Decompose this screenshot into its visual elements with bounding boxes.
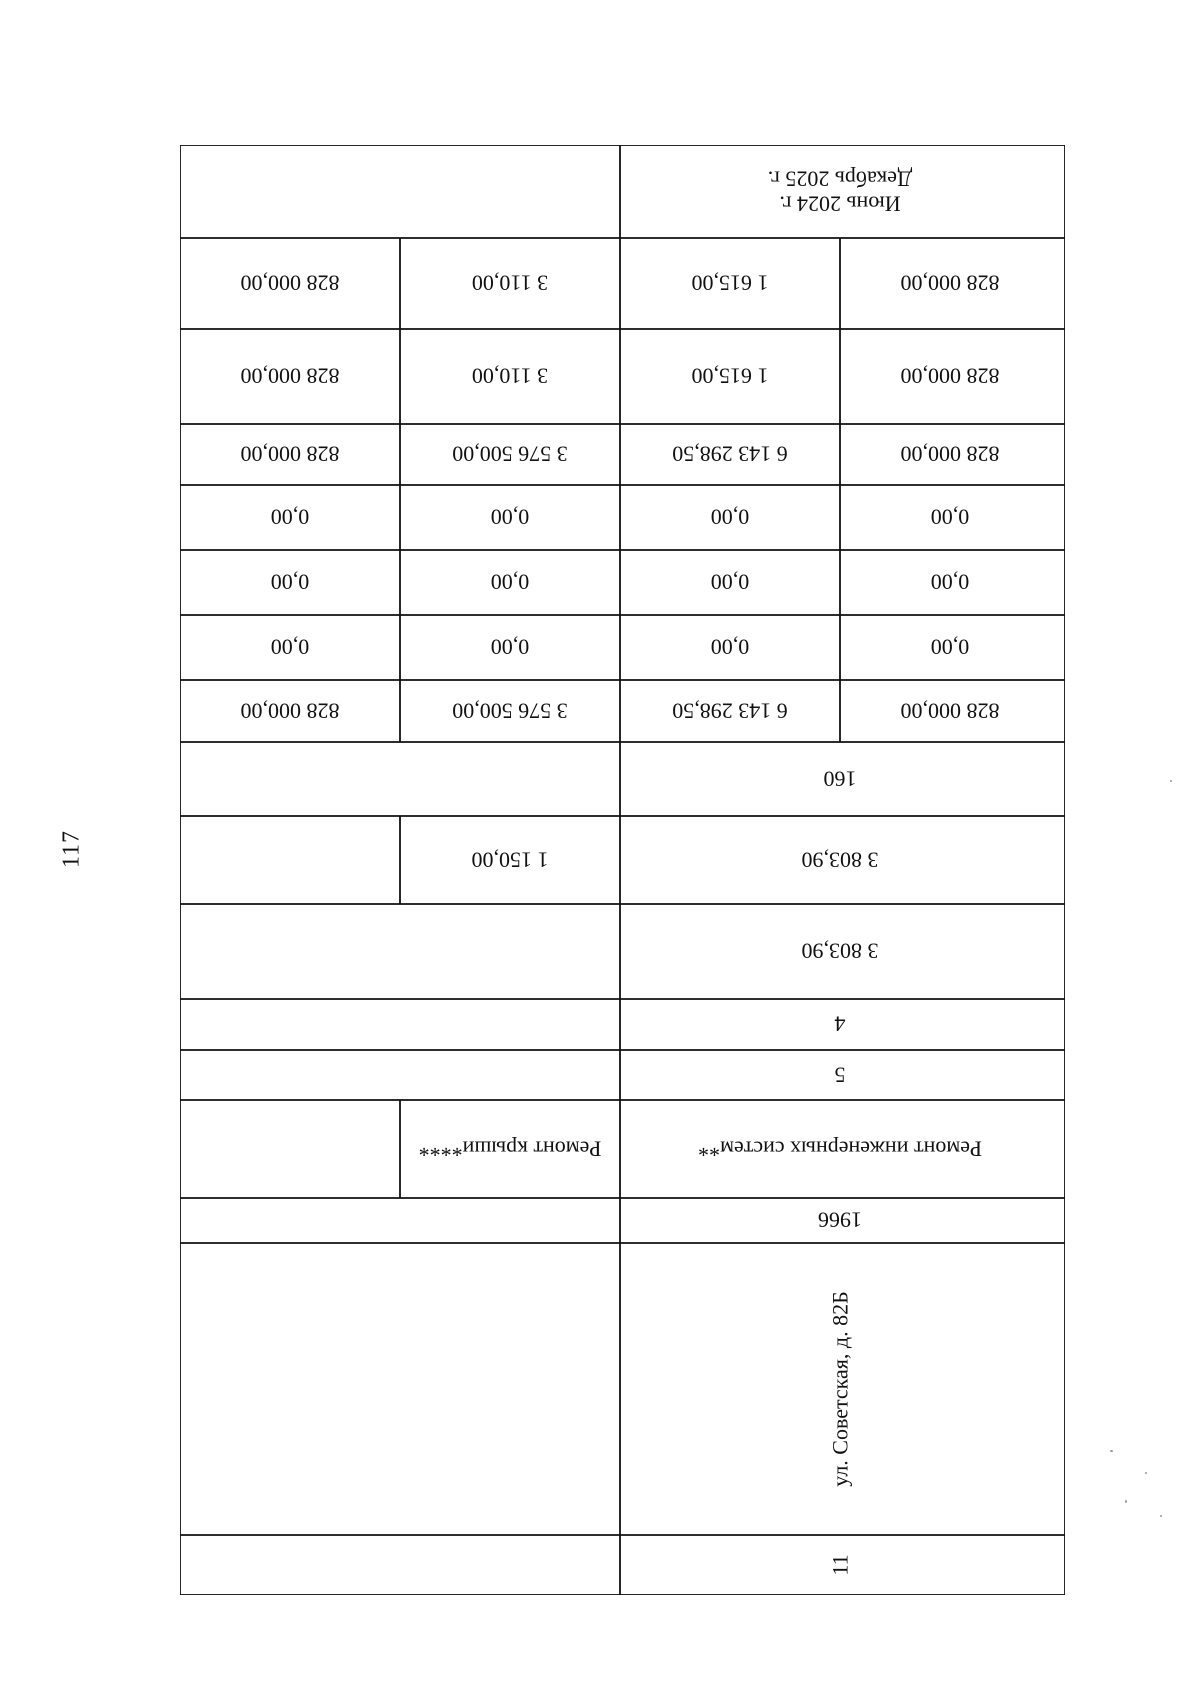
row-12-value: 5 (834, 1062, 846, 1088)
row-3-col-2: 6 143 298,50 (672, 441, 788, 467)
row-1-col-3: 3 110,00 (471, 270, 549, 296)
row-10-value: 3 803,90 (801, 938, 879, 964)
scan-speck (1125, 1500, 1127, 1503)
row-6-col-3: 0,00 (490, 634, 530, 660)
scan-speck (1110, 1450, 1113, 1452)
address: ул. Советская, д. 82Б (827, 1291, 853, 1487)
row-3-col-4: 828 000,00 (240, 441, 340, 467)
row-5-col-1: 0,00 (930, 569, 970, 595)
row-3-col-1: 828 000,00 (900, 441, 1000, 467)
row-4-col-1: 0,00 (930, 504, 970, 530)
row-7-col-3: 3 576 500,00 (452, 698, 568, 724)
row-4-col-2: 0,00 (710, 504, 750, 530)
row-11-value: 4 (834, 1011, 846, 1037)
scan-speck (1170, 780, 1172, 782)
row-2-col-3: 3 110,00 (471, 363, 549, 389)
scan-speck (1145, 1472, 1147, 1474)
row-4-col-4: 0,00 (270, 504, 310, 530)
work-type-engineering: Ремонт инженерных систем** (698, 1136, 982, 1162)
period-start: Июнь 2024 г. (779, 191, 901, 217)
row-5-col-4: 0,00 (270, 569, 310, 595)
row-5-col-2: 0,00 (710, 569, 750, 595)
work-type-roof: Ремонт крыши**** (418, 1136, 602, 1162)
row-2-col-1: 828 000,00 (900, 363, 1000, 389)
row-1-col-1: 828 000,00 (900, 270, 1000, 296)
row-4-col-3: 0,00 (490, 504, 530, 530)
row-8-value: 160 (823, 766, 857, 792)
row-6-col-1: 0,00 (930, 634, 970, 660)
period-header (768, 166, 912, 217)
row-5-col-3: 0,00 (490, 569, 530, 595)
page-number: 117 (58, 829, 85, 869)
year-built: 1966 (818, 1207, 862, 1233)
row-1-col-4: 828 000,00 (240, 270, 340, 296)
row-6-col-2: 0,00 (710, 634, 750, 660)
row-1-col-2: 1 615,00 (691, 270, 769, 296)
row-6-col-4: 0,00 (270, 634, 310, 660)
scan-speck (1160, 1515, 1162, 1517)
row-7-col-4: 828 000,00 (240, 698, 340, 724)
row-number: 11 (827, 1554, 853, 1576)
row-9-value-b: 1 150,00 (471, 847, 549, 873)
row-2-col-4: 828 000,00 (240, 363, 340, 389)
row-7-col-2: 6 143 298,50 (672, 698, 788, 724)
row-2-col-2: 1 615,00 (691, 363, 769, 389)
row-7-col-1: 828 000,00 (900, 698, 1000, 724)
period-end: Декабрь 2025 г. (767, 166, 913, 191)
row-3-col-3: 3 576 500,00 (452, 441, 568, 467)
row-9-value: 3 803,90 (801, 847, 879, 873)
rotated-table (180, 145, 1065, 1595)
